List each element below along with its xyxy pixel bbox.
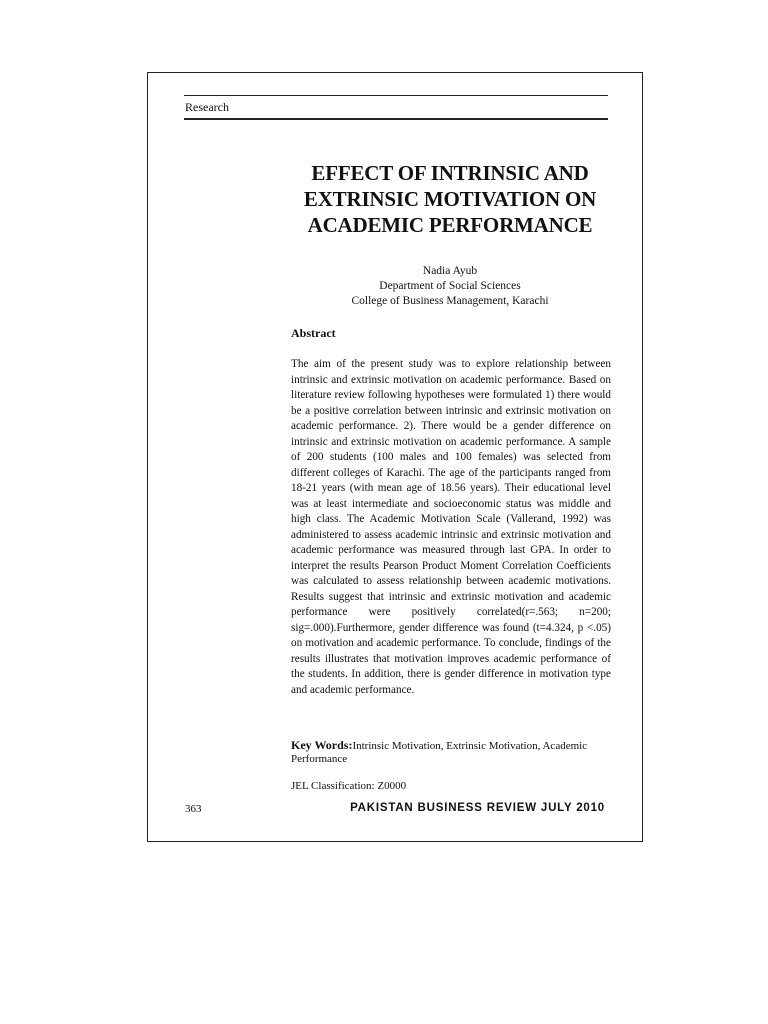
author-department: Department of Social Sciences xyxy=(379,280,521,292)
jel-classification: JEL Classification: Z0000 xyxy=(291,780,407,792)
author-block xyxy=(300,264,600,309)
title-line-2: EXTRINSIC MOTIVATION ON xyxy=(303,187,597,211)
keywords xyxy=(291,739,611,766)
page-number: 363 xyxy=(185,803,202,815)
author-name: Nadia Ayub xyxy=(422,265,478,277)
keywords-label: Key Words: xyxy=(291,738,353,752)
title-line-1: EFFECT OF INTRINSIC AND xyxy=(311,161,589,185)
header-rule-top xyxy=(184,95,608,96)
header-rule-bottom xyxy=(184,118,608,120)
keywords-text: Intrinsic Motivation, Extrinsic Motivation, Academic Performance xyxy=(291,740,588,765)
journal-footer: PAKISTAN BUSINESS REVIEW JULY 2010 xyxy=(350,802,605,814)
abstract-body: The aim of the present study was to explore relationship between intrinsic and extrinsic motivation on academic performance. Based on literature review following hypotheses were formulated 1) there would be a positive correlation between intrinsic and extrinsic motivation on academic performance. 2). There would be a gender difference on intrinsic and extrinsic motivation on academic performance. A sample of 200 students (100 males and 100 females) was selected from different colleges of Karachi. The age of the participants ranged from 18-21 years (with mean age of 18.56 years). Their educational level was at least intermediate and socioeconomic status was middle and high class. The Academic Motivation Scale (Vallerand, 1992) was administered to assess academic intrinsic and extrinsic motivation and academic performance was measured through last GPA. In order to interpret the results Pearson Product Moment Correlation Coefficients was calculated to assess relationship between academic motivations. Results suggest that intrinsic and extrinsic motivation and academic performance were positively correlated(r=.563; n=200; sig=.000).Furthermore, gender difference was found (t=4.324, p <.05) on motivation and academic performance. To conclude, findings of the results illustrates that motivation improves academic performance of the students. In addition, there is gender difference in motivation type and academic performance. xyxy=(291,358,611,696)
author-institution: College of Business Management, Karachi xyxy=(351,295,549,307)
title-line-3: ACADEMIC PERFORMANCE xyxy=(307,213,593,237)
article-title xyxy=(270,160,630,238)
abstract-heading: Abstract xyxy=(291,326,336,340)
section-label: Research xyxy=(185,100,229,114)
